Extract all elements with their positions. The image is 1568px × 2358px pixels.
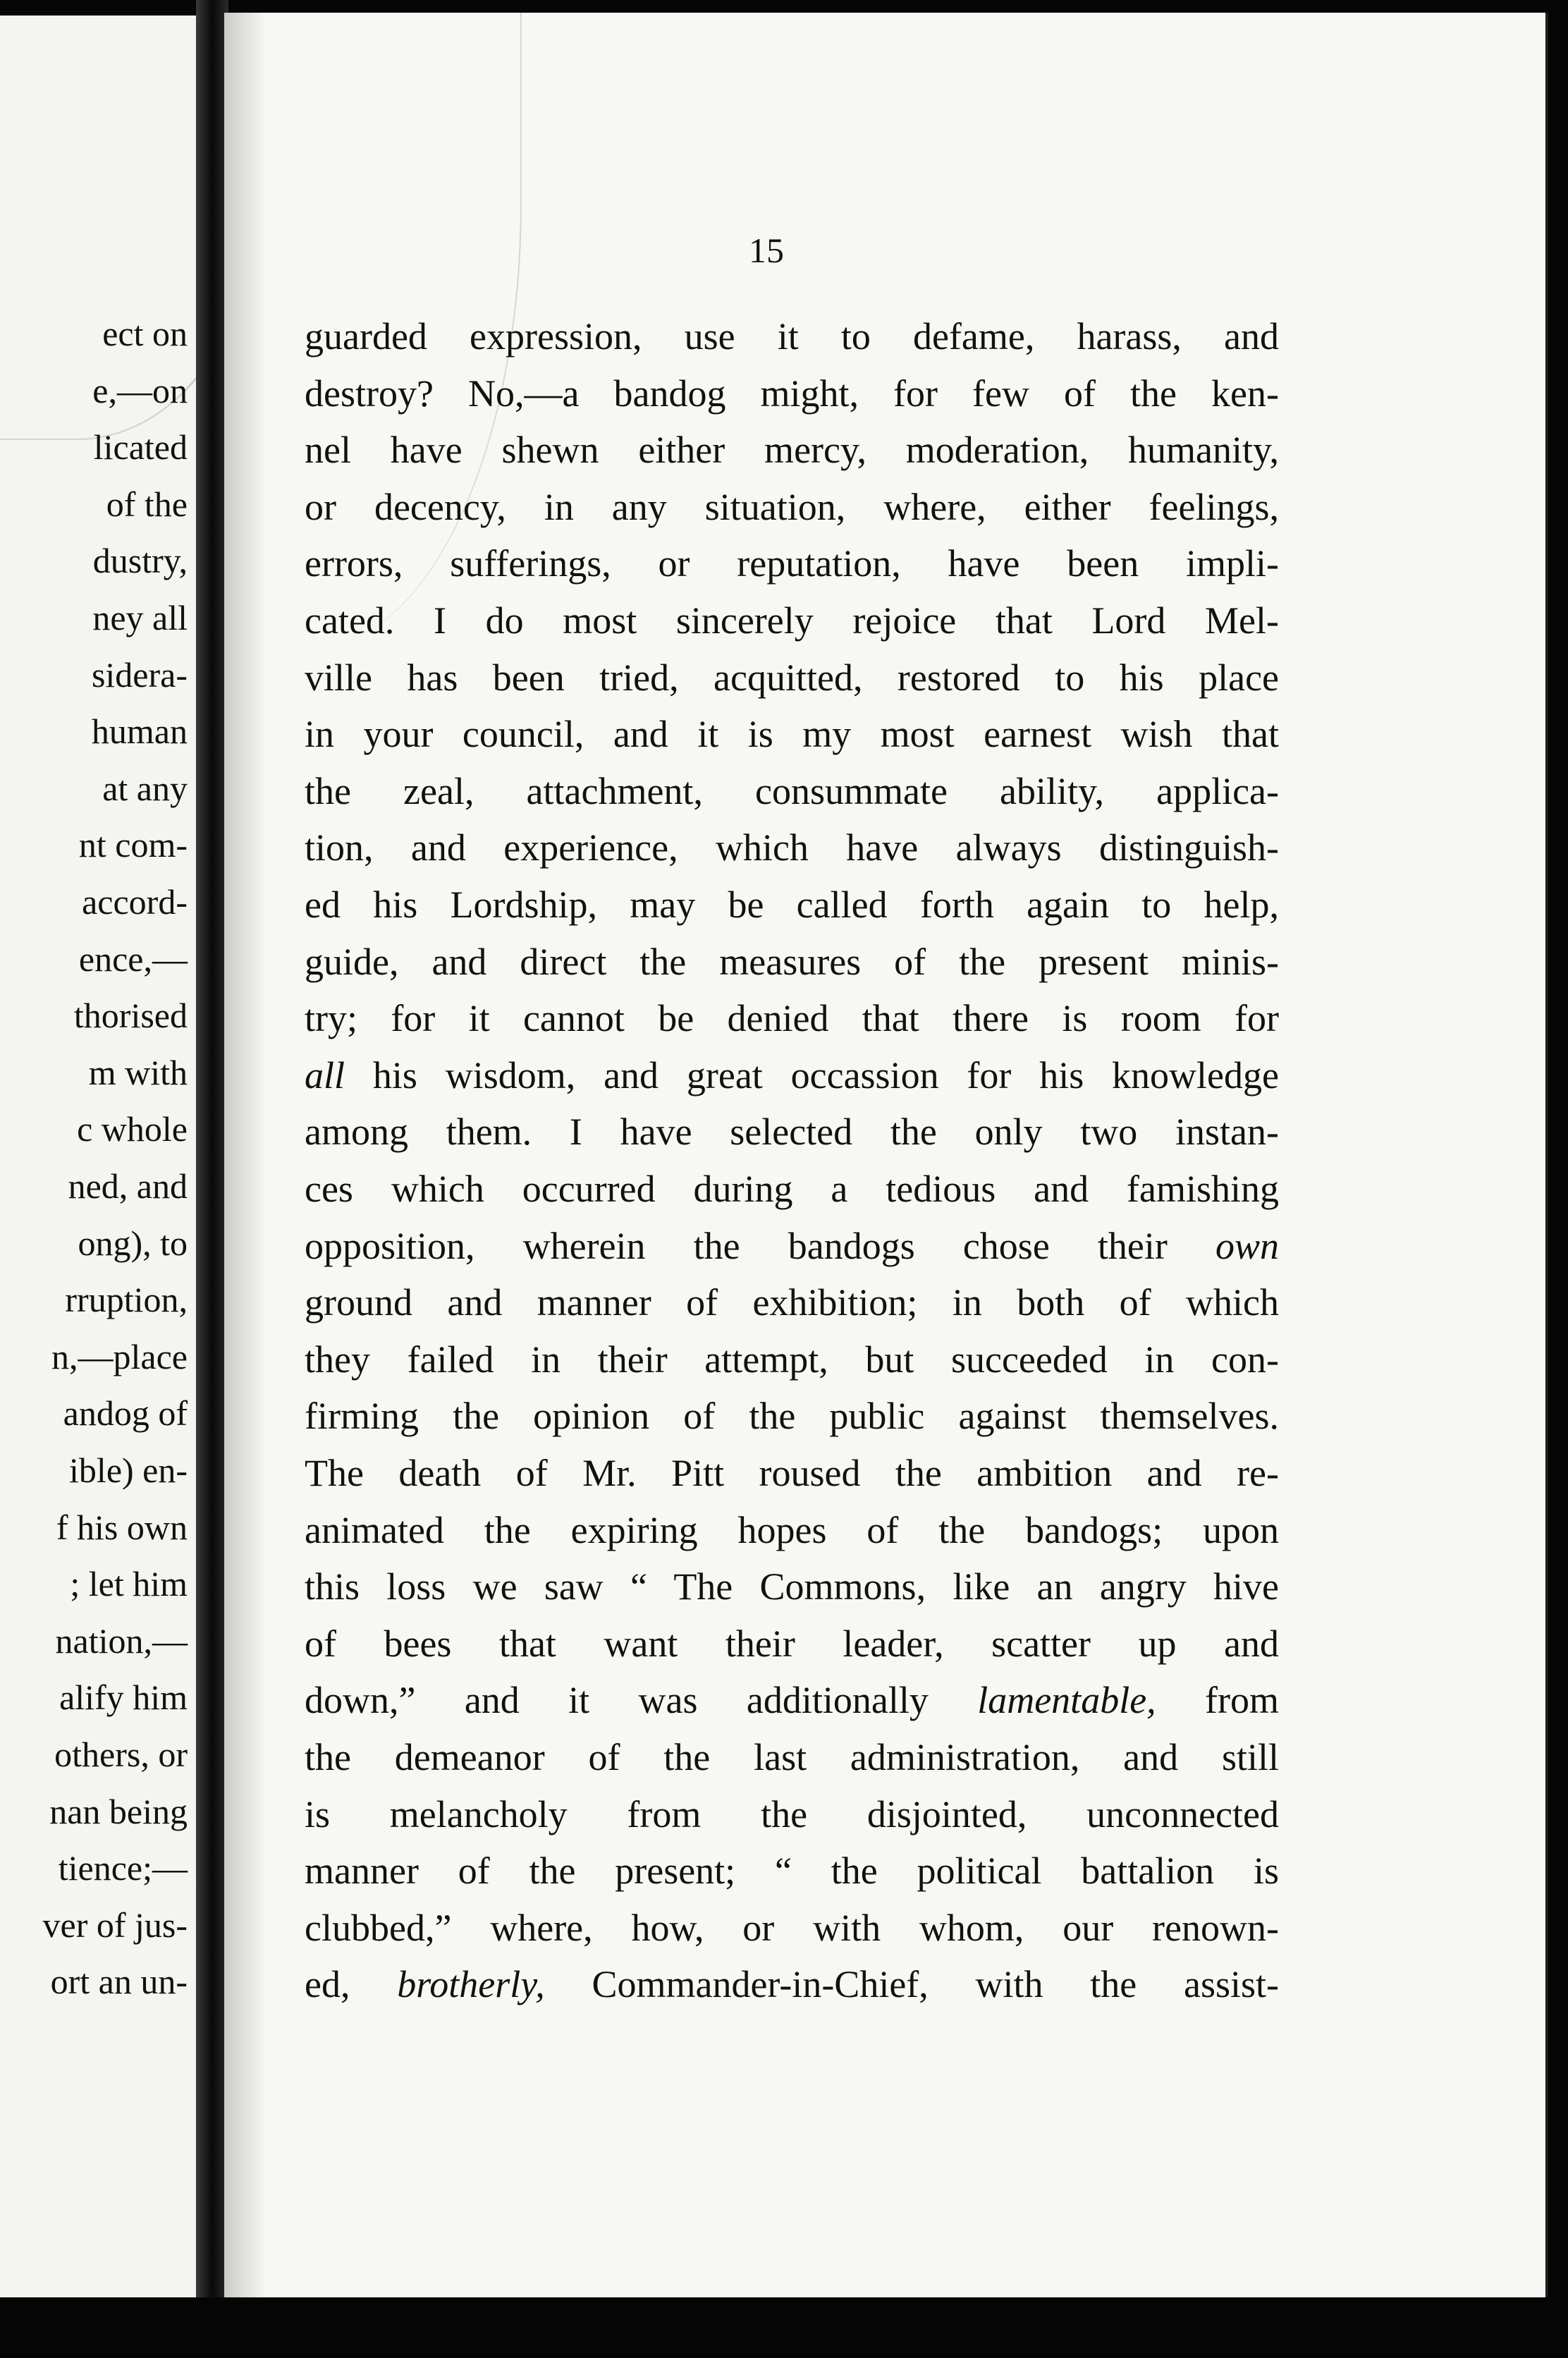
left-page-line: nan being	[49, 1791, 188, 1831]
text-line: or decency, in any situation, where, either feelings,	[305, 485, 1279, 528]
left-page-line: m with	[88, 1052, 188, 1092]
text-line: The death of Mr. Pitt roused the ambition and re-	[305, 1452, 1279, 1494]
left-page-line: nt com-	[78, 825, 188, 865]
text-line: opposition, wherein the bandogs chose their own	[305, 1224, 1279, 1267]
left-page	[0, 16, 212, 2342]
left-page-line: nation,—	[55, 1620, 188, 1661]
left-page-line: tience;—	[58, 1848, 188, 1888]
left-page-line: accord-	[82, 882, 188, 922]
text-line: the zeal, attachment, consummate ability, applica-	[305, 769, 1279, 812]
text-line: among them. I have selected the only two instan-	[305, 1111, 1279, 1154]
text-line: firming the opinion of the public against themselves.	[305, 1395, 1279, 1438]
left-page-line: n,—place	[51, 1336, 188, 1376]
text-line: this loss we saw “ The Commons, like an angry hive	[305, 1565, 1279, 1608]
scan-bottom-edge	[0, 2297, 1568, 2358]
left-page-line: ence,—	[78, 939, 188, 979]
left-page-line: ect on	[102, 314, 188, 353]
left-page-line: f his own	[56, 1507, 188, 1547]
text-line: try; for it cannot be denied that there is room for	[305, 997, 1279, 1040]
left-page-line: andog of	[63, 1393, 188, 1434]
left-page-line: alify him	[59, 1678, 188, 1718]
left-page-line: rruption,	[65, 1280, 188, 1320]
left-page-line: sidera-	[91, 654, 188, 695]
text-line: nel have shewn either mercy, moderation, humanity,	[305, 429, 1279, 472]
left-page-line: ney all	[92, 598, 188, 637]
left-page-line: licated	[93, 427, 188, 468]
text-line: in your council, and it is my most earnest wish that	[305, 713, 1279, 756]
left-page-line: ; let him	[70, 1564, 188, 1604]
text-line: ville has been tried, acquitted, restored to his place	[305, 656, 1279, 699]
left-page-line: of the	[106, 484, 188, 524]
left-page-line: c whole	[77, 1109, 188, 1149]
text-line: of bees that want their leader, scatter up and	[305, 1622, 1279, 1665]
text-line: guide, and direct the measures of the present minis-	[305, 940, 1279, 983]
text-line: animated the expiring hopes of the bandogs; upon	[305, 1508, 1279, 1551]
left-page-line: others, or	[54, 1735, 188, 1774]
left-page-line: thorised	[73, 996, 188, 1036]
left-page-line: human	[91, 711, 188, 752]
left-page-line: ned, and	[68, 1166, 188, 1206]
text-line: ed his Lordship, may be called forth again to help,	[305, 884, 1279, 926]
text-line: they failed in their attempt, but succeeded in con-	[305, 1338, 1279, 1381]
text-line: is melancholy from the disjointed, unconnected	[305, 1792, 1279, 1835]
text-line: tion, and experience, which have always distinguish-	[305, 826, 1279, 869]
text-line: errors, sufferings, or reputation, have been impli-	[305, 542, 1279, 585]
text-line: down,” and it was additionally lamentable, from	[305, 1679, 1280, 1722]
text-line: cated. I do most sincerely rejoice that Lord Mel-	[305, 599, 1279, 642]
text-line: manner of the present; “ the political battalion is	[305, 1850, 1279, 1893]
text-line: clubbed,” where, how, or with whom, our renown-	[305, 1906, 1279, 1949]
left-page-line: dustry,	[92, 541, 188, 581]
text-line: all his wisdom, and great occassion for his knowledge	[305, 1053, 1279, 1096]
text-line: guarded expression, use it to defame, harass, and	[305, 315, 1279, 358]
left-page-line: at any	[102, 768, 188, 808]
left-page-line: ong), to	[78, 1223, 188, 1263]
text-line: ces which occurred during a tedious and famishing	[305, 1168, 1279, 1210]
left-page-line: ible) en-	[69, 1450, 188, 1490]
left-page-line: ver of jus-	[42, 1905, 188, 1945]
page-number: 15	[749, 231, 784, 270]
text-line: ground and manner of exhibition; in both of which	[305, 1281, 1279, 1324]
text-line: destroy? No,—a bandog might, for few of the ken-	[305, 372, 1279, 415]
left-page-line: ort an un-	[50, 1962, 188, 2002]
text-line: the demeanor of the last administration, and still	[305, 1736, 1279, 1778]
left-page-line: e,—on	[92, 370, 188, 410]
text-line: ed, brotherly, Commander-in-Chief, with the assist-	[305, 1963, 1279, 2006]
